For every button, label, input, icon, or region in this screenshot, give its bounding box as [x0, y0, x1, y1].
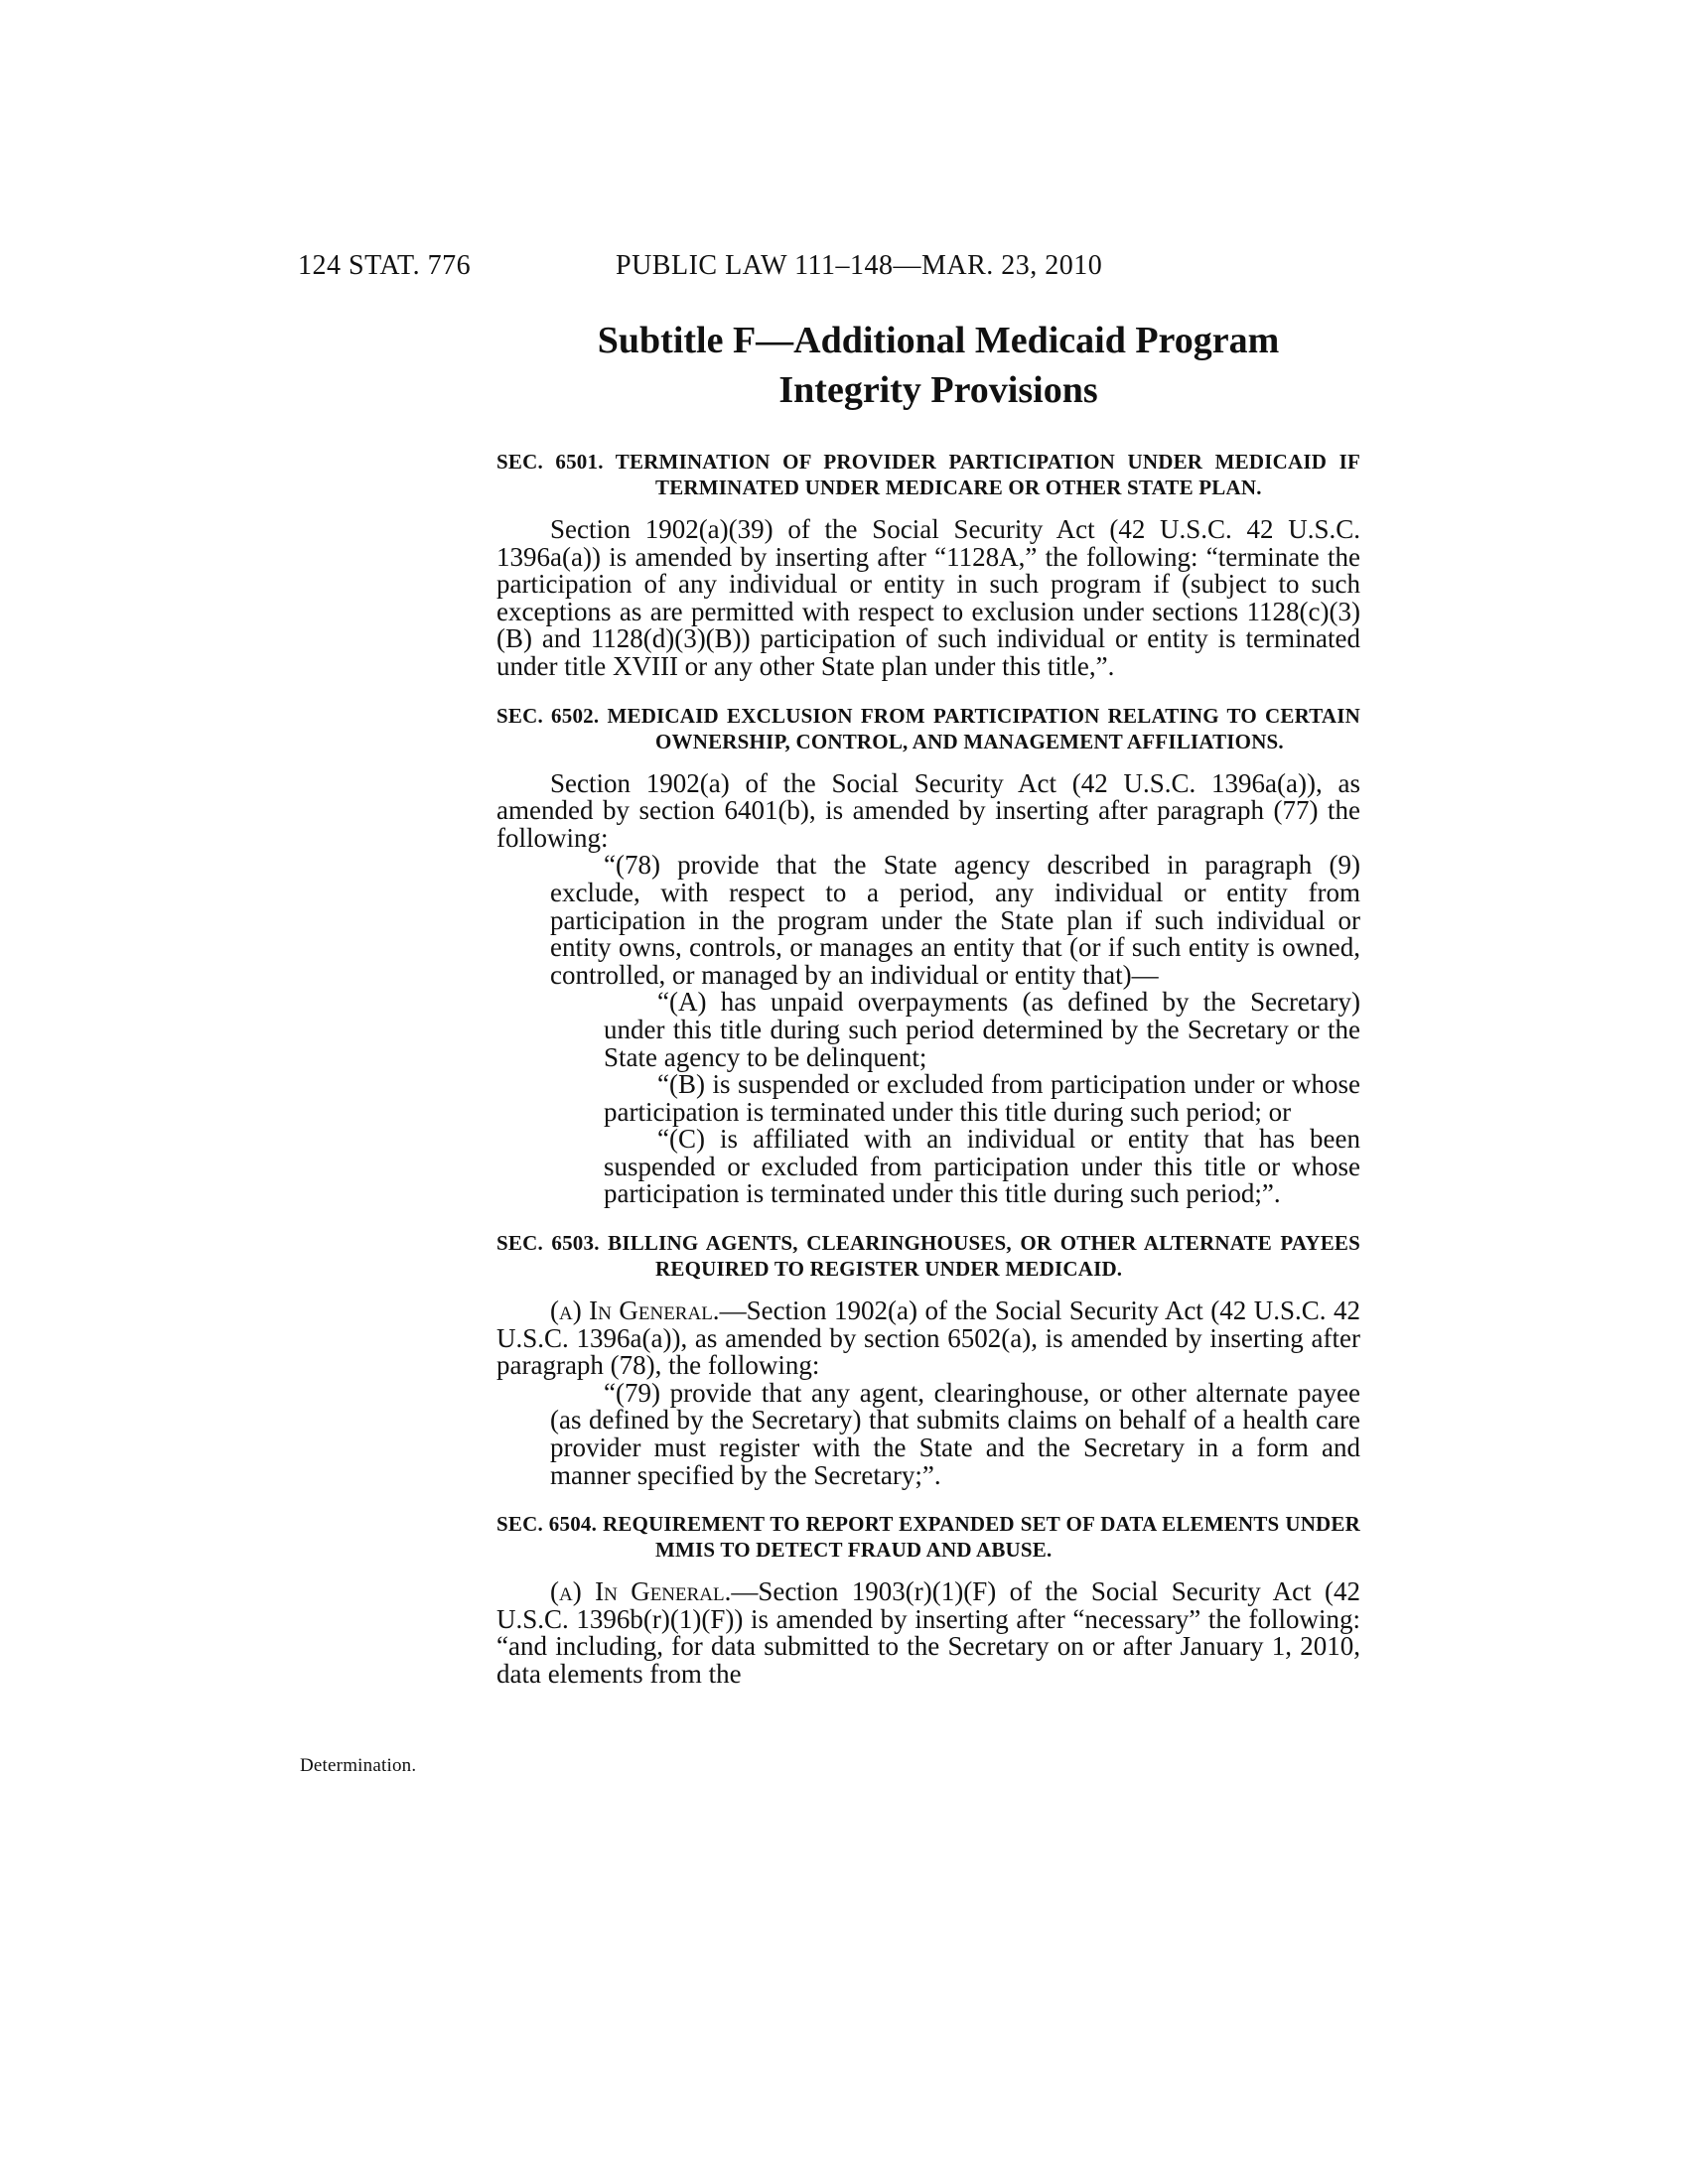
subsection-a-text: —Section 1902(a) of the Social Security Act (42 U.S.C. 42 U.S.C. 1396a(a)), as amended by section 6502(a), is amended by inserting after paragraph (78), the following:: [496, 1296, 1360, 1381]
subparagraph-c: “(C) is affiliated with an individual or entity that has been suspended or excluded from participation under this title or whose participation is terminated under this title during such period;”.: [604, 1124, 1360, 1209]
statute-page-reference: 124 STAT. 776: [298, 250, 472, 281]
section-6502-inserted-paragraph-78: [550, 852, 1360, 1208]
subsection-a-label: (a) In General.: [550, 1296, 720, 1326]
section-6504-subsection-a: [496, 1578, 1360, 1688]
paragraph-79-text: “(79) provide that any agent, clearinghouse, or other alternate payee (as defined by the Secretary) that submits claims on behalf of a health care provider must register with the State and the Secretary in a form and manner specified by the Secretary;”.: [550, 1377, 1360, 1490]
subsection-a-label: (a) In General.: [550, 1576, 732, 1607]
section-6503-heading: SEC. 6503. BILLING AGENTS, CLEARINGHOUSES, OR OTHER ALTERNATE PAYEES REQUIRED TO REGISTER UNDER MEDICAID.: [496, 1231, 1360, 1282]
section-6503-inserted-paragraph-79: [550, 1377, 1360, 1490]
subtitle-line-2: Integrity Provisions: [778, 369, 1098, 411]
section-6503-subsection-a: [496, 1297, 1360, 1380]
subtitle-heading: [516, 316, 1360, 415]
subparagraph-a: “(A) has unpaid overpayments (as defined by the Secretary) under this title during such period determined by the Secretary or the State agency to be delinquent;: [604, 987, 1360, 1072]
subparagraph-b: “(B) is suspended or excluded from participation under or whose participation is terminated under this title during such period; or: [604, 1069, 1360, 1127]
section-6502-intro: Section 1902(a) of the Social Security Act (42 U.S.C. 1396a(a)), as amended by section 6401(b), is amended by inserting after paragraph (77) the following:: [496, 767, 1360, 853]
document-body: [496, 316, 1360, 1710]
subtitle-line-1: Subtitle F—Additional Medicaid Program: [597, 320, 1280, 361]
margin-note-determination: Determination.: [300, 1755, 417, 1776]
public-law-reference: PUBLIC LAW 111–148—MAR. 23, 2010: [616, 250, 1103, 281]
section-6504-heading: SEC. 6504. REQUIREMENT TO REPORT EXPANDED SET OF DATA ELEMENTS UNDER MMIS TO DETECT FRAUD AND ABUSE.: [496, 1512, 1360, 1563]
section-6502-heading: SEC. 6502. MEDICAID EXCLUSION FROM PARTICIPATION RELATING TO CERTAIN OWNERSHIP, CONTROL, AND MANAGEMENT AFFILIATIONS.: [496, 703, 1360, 753]
subsection-a-text: —Section 1903(r)(1)(F) of the Social Security Act (42 U.S.C. 1396b(r)(1)(F)) is amended by inserting after “necessary” the following: “and including, for data submitted to the Secretary on or after January 1, 2010, data elements from the: [496, 1576, 1360, 1689]
section-6501-heading: SEC. 6501. TERMINATION OF PROVIDER PARTICIPATION UNDER MEDICAID IF TERMINATED UNDER MEDICARE OR OTHER STATE PLAN.: [496, 450, 1360, 499]
section-6501-text: Section 1902(a)(39) of the Social Security Act (42 U.S.C. 42 U.S.C. 1396a(a)) is amended by inserting after “1128A,” the following: “terminate the participation of any individual or entity in such program if (subject to such exceptions as are permitted with respect to exclusion under sections 1128(c)(3)(B) and 1128(d)(3)(B)) participation of such individual or entity is terminated under title XVIII or any other State plan under this title,”.: [496, 514, 1360, 681]
paragraph-78-subparagraphs: [604, 989, 1360, 1208]
paragraph-78-text: “(78) provide that the State agency described in paragraph (9) exclude, with respect to a period, any individual or entity from participation in the program under the State plan if such individual or entity owns, controls, or manages an entity that (or if such entity is owned, controlled, or managed by an individual or entity that)—: [550, 850, 1360, 990]
